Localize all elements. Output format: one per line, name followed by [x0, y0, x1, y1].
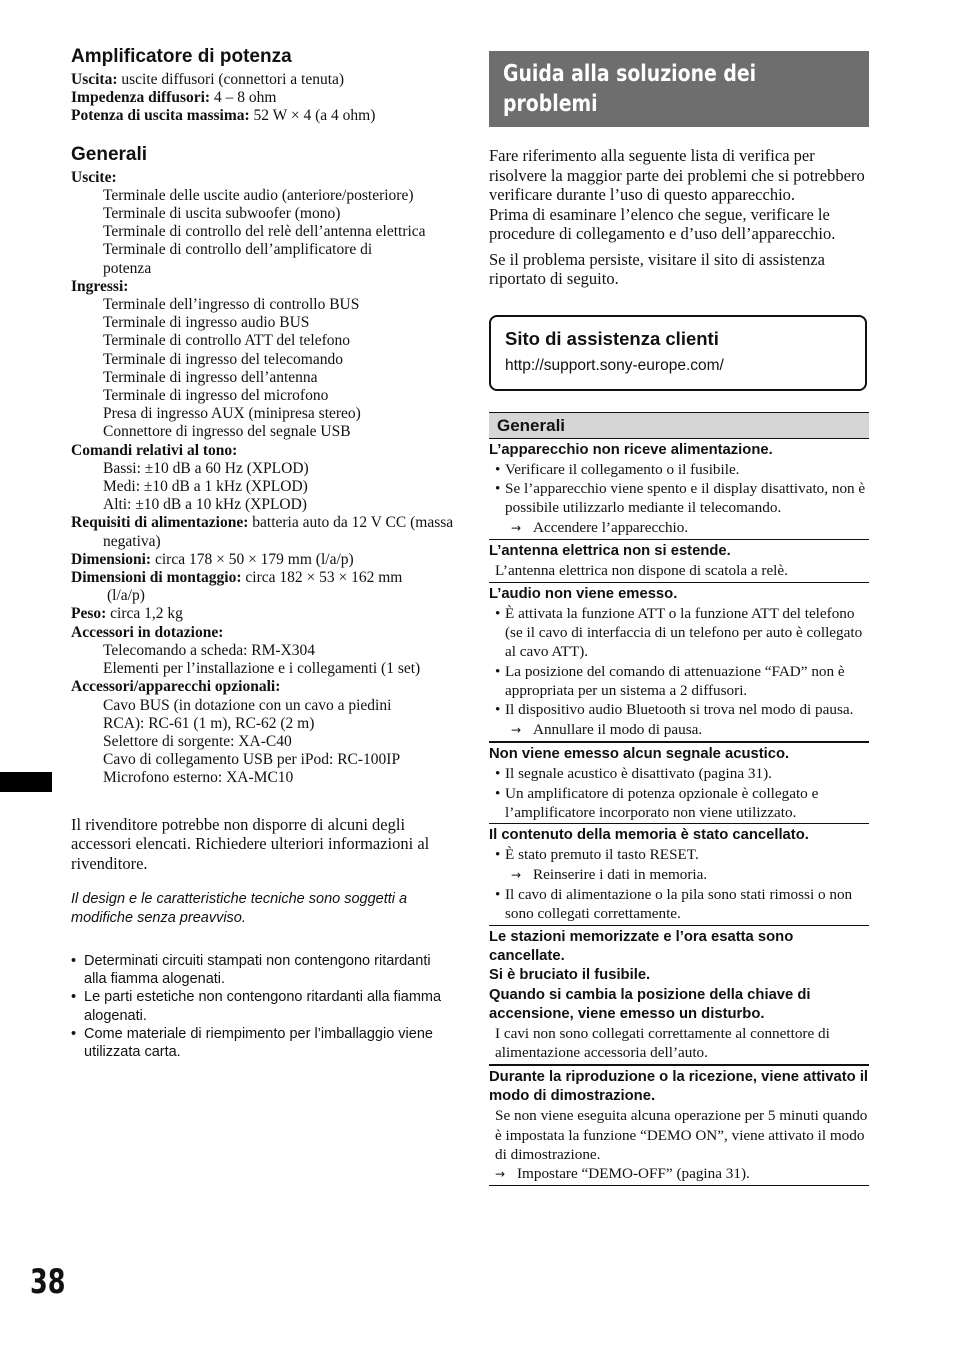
- arrow-right-icon: →: [511, 722, 522, 737]
- problem-heading: L’audio non viene emesso.: [489, 585, 678, 602]
- spec-row: [71, 514, 456, 550]
- section-heading: Generali: [489, 412, 869, 439]
- general-heading: Generali: [71, 143, 148, 165]
- spec-label: [71, 278, 456, 296]
- spec-item: Terminale di uscita subwoofer (mono): [103, 205, 341, 223]
- problem-body: [489, 764, 869, 822]
- spec-item: Terminale di ingresso audio BUS: [103, 314, 310, 332]
- remedy-item: [495, 720, 869, 740]
- list-item: • Le parti estetiche non contengono ritardanti alla fiamma alogenati.: [71, 988, 456, 1024]
- design-note: Il design e le caratteristiche tecniche sono soggetti a modifiche senza preavviso.: [71, 891, 408, 926]
- list-item: • Come materiale di riempimento per l’imballaggio viene utilizzata carta.: [71, 1025, 456, 1061]
- remedy-text: Accendere l’apparecchio.: [533, 518, 689, 536]
- title-line: Guida alla soluzione dei: [503, 61, 757, 87]
- list-item: • Il dispositivo audio Bluetooth si trova nel modo di pausa.: [495, 700, 869, 719]
- troubleshooting-column: [489, 51, 869, 1186]
- arrow-right-icon: →: [495, 1167, 506, 1182]
- spec-item: Cavo di collegamento USB per iPod: RC-100IP: [103, 751, 401, 769]
- dealer-note: Il rivenditore potrebbe non disporre di alcuni degli accessori elencati. Richiedere ulteriori informazioni al rivenditore.: [71, 814, 430, 873]
- spec-item: Terminale di controllo del relè dell’antenna elettrica: [103, 223, 426, 241]
- spec-label: Potenza di uscita massima:: [71, 107, 250, 125]
- spec-label: [71, 442, 456, 460]
- spec-label: [71, 624, 456, 642]
- remedy-text: Impostare “DEMO-OFF” (pagina 31).: [517, 1165, 750, 1183]
- support-site-title: Sito di assistenza clienti: [505, 327, 719, 349]
- list-item: • È attivata la funzione ATT o la funzione ATT del telefono (se il cavo di interfaccia di un telefono per auto è collegato al cavo ATT).: [495, 604, 869, 662]
- remedy-item: [495, 518, 869, 538]
- opt-label: Accessori/apparecchi opzionali:: [71, 678, 281, 696]
- spec-item: Connettore di ingresso del segnale USB: [103, 423, 351, 441]
- page-title: [489, 51, 869, 127]
- arrow-right-icon: →: [511, 867, 522, 882]
- spec-row: [71, 89, 456, 107]
- spec-item: Medi: ±10 dB a 1 kHz (XPLOD): [103, 478, 308, 496]
- problem-entry: [489, 583, 869, 743]
- problem-heading: Si è bruciato il fusibile.: [489, 967, 651, 984]
- spec-row: [71, 71, 456, 89]
- list-item: • Verificare il collegamento o il fusibile.: [495, 460, 869, 479]
- specifications-column: [71, 45, 456, 1061]
- list-item: • Un amplificatore di potenza opzionale è collegato e l’amplificatore incorporato non viene utilizzato.: [495, 784, 869, 823]
- spec-label: Requisiti di alimentazione:: [71, 514, 249, 532]
- remedy-item: [495, 865, 869, 885]
- spec-value: circa 1,2 kg: [106, 605, 183, 623]
- spec-item: Microfono esterno: XA-MC10: [103, 769, 294, 787]
- title-line: problemi: [503, 91, 598, 117]
- spec-label: [71, 678, 456, 696]
- page-number-text: 38: [30, 1262, 66, 1302]
- problem-heading: L’antenna elettrica non si estende.: [489, 542, 731, 559]
- problem-text: Se non viene eseguita alcuna operazione per 5 minuti quando è impostata la funzione “DEMO ON”, viene attivato il modo di dimostrazione.: [495, 1107, 868, 1163]
- problem-heading: Le stazioni memorizzate e l’ora esatta sono cancellate.: [489, 928, 794, 964]
- spec-value: circa 182 × 53 × 162 mm (l/a/p): [107, 569, 403, 605]
- list-item: • Il segnale acustico è disattivato (pagina 31).: [495, 764, 869, 783]
- spec-item: Terminale di controllo dell’amplificatore di potenza: [103, 241, 373, 277]
- support-site-url[interactable]: http://support.sony-europe.com/: [505, 356, 724, 374]
- spec-item: Terminale di ingresso del microfono: [103, 387, 329, 405]
- tono-label: Comandi relativi al tono:: [71, 441, 238, 459]
- problem-text: L’antenna elettrica non dispone di scatola a relè.: [495, 562, 788, 580]
- spec-label: Uscita:: [71, 71, 118, 88]
- spec-row: [71, 551, 456, 569]
- problem-entry: [489, 926, 869, 1066]
- spec-value: 52 W × 4 (a 4 ohm): [249, 107, 376, 125]
- problem-entry: [489, 540, 869, 583]
- problem-heading: Il contenuto della memoria è stato cancellato.: [489, 827, 809, 844]
- spec-value: uscite diffusori (connettori a tenuta): [117, 71, 345, 88]
- environment-list: [71, 952, 456, 1061]
- spec-item: Bassi: ±10 dB a 60 Hz (XPLOD): [103, 459, 309, 477]
- problem-body: [489, 460, 869, 538]
- spec-item: Telecomando a scheda: RM-X304: [103, 641, 315, 659]
- spec-item: Selettore di sorgente: XA-C40: [103, 732, 292, 750]
- problem-heading: L’apparecchio non riceve alimentazione.: [489, 441, 773, 458]
- list-item: • Se l’apparecchio viene spento e il display disattivato, non è possibile utilizzarlo mediante il telecomando.: [495, 479, 869, 518]
- page-number: [30, 1262, 77, 1302]
- problem-text: I cavi non sono collegati correttamente al connettore di alimentazione accessoria dell’auto.: [495, 1025, 830, 1062]
- spec-item: Terminale delle uscite audio (anteriore/posteriore): [103, 186, 414, 204]
- spec-item: Alti: ±10 dB a 10 kHz (XPLOD): [103, 496, 307, 514]
- section-tab-marker: [0, 772, 52, 792]
- spec-item: Cavo BUS (in dotazione con un cavo a piedini RCA): RC-61 (1 m), RC-62 (2 m): [103, 696, 392, 732]
- spec-value: 4 – 8 ohm: [210, 89, 277, 107]
- amp-heading: Amplificatore di potenza: [71, 46, 292, 67]
- spec-label: Dimensioni di montaggio:: [71, 569, 242, 587]
- problem-heading: Non viene emesso alcun segnale acustico.: [489, 745, 790, 762]
- ingressi-label: Ingressi:: [71, 277, 129, 295]
- spec-row: [71, 107, 456, 125]
- spec-row: [71, 605, 456, 623]
- remedy-text: Annullare il modo di pausa.: [533, 720, 703, 738]
- spec-value: batteria auto da 12 V CC (massa negativa): [103, 514, 454, 550]
- spec-item: Terminale dell’ingresso di controllo BUS: [103, 296, 360, 314]
- intro-paragraph: Fare riferimento alla seguente lista di verifica per risolvere la maggior parte dei problemi che si potrebbero verificare durante l’uso di questo apparecchio.: [489, 146, 865, 204]
- spec-label: Peso:: [71, 605, 107, 623]
- spec-item: Elementi per l’installazione e i collegamenti (1 set): [103, 660, 421, 678]
- problem-entry: [489, 743, 869, 824]
- problem-heading: Durante la riproduzione o la ricezione, viene attivato il modo di dimostrazione.: [489, 1068, 869, 1104]
- support-site-box: [489, 315, 867, 391]
- spec-value: circa 178 × 50 × 179 mm (l/a/p): [151, 550, 354, 568]
- spec-label: [71, 169, 456, 187]
- uscite-label: Uscite:: [71, 168, 117, 186]
- problem-body: [489, 845, 869, 923]
- problem-body: [489, 604, 869, 740]
- spec-label: Impedenza diffusori:: [71, 89, 211, 107]
- problem-heading: Quando si cambia la posizione della chiave di accensione, viene emesso un disturbo.: [489, 986, 811, 1022]
- list-item: • Il cavo di alimentazione o la pila sono stati rimossi o non sono collegati correttamente.: [495, 885, 869, 924]
- problem-entry: [489, 439, 869, 540]
- list-item: • Determinati circuiti stampati non contengono ritardanti alla fiamma alogenati.: [71, 952, 456, 988]
- problem-entry: [489, 824, 869, 925]
- spec-item: Terminale di controllo ATT del telefono: [103, 332, 350, 350]
- spec-item: Terminale di ingresso del telecomando: [103, 350, 343, 368]
- spec-row: [71, 569, 456, 605]
- arrow-right-icon: →: [511, 520, 522, 535]
- problem-entry: [489, 1066, 869, 1187]
- spec-item: Presa di ingresso AUX (minipresa stereo): [103, 405, 361, 423]
- acc-label: Accessori in dotazione:: [71, 623, 224, 641]
- spec-label: Dimensioni:: [71, 550, 152, 568]
- remedy-text: Reinserire i dati in memoria.: [533, 865, 708, 883]
- intro-paragraph: Se il problema persiste, visitare il sito di assistenza riportato di seguito.: [489, 249, 825, 288]
- list-item: • La posizione del comando di attenuazione “FAD” non è appropriata per un sistema a 2 diffusori.: [495, 662, 869, 701]
- list-item: • È stato premuto il tasto RESET.: [495, 845, 869, 864]
- remedy-item: [489, 1164, 869, 1184]
- intro-paragraph: Prima di esaminare l’elenco che segue, verificare le procedure di collegamento e d’uso dell’apparecchio.: [489, 204, 836, 243]
- spec-item: Terminale di ingresso dell’antenna: [103, 368, 318, 386]
